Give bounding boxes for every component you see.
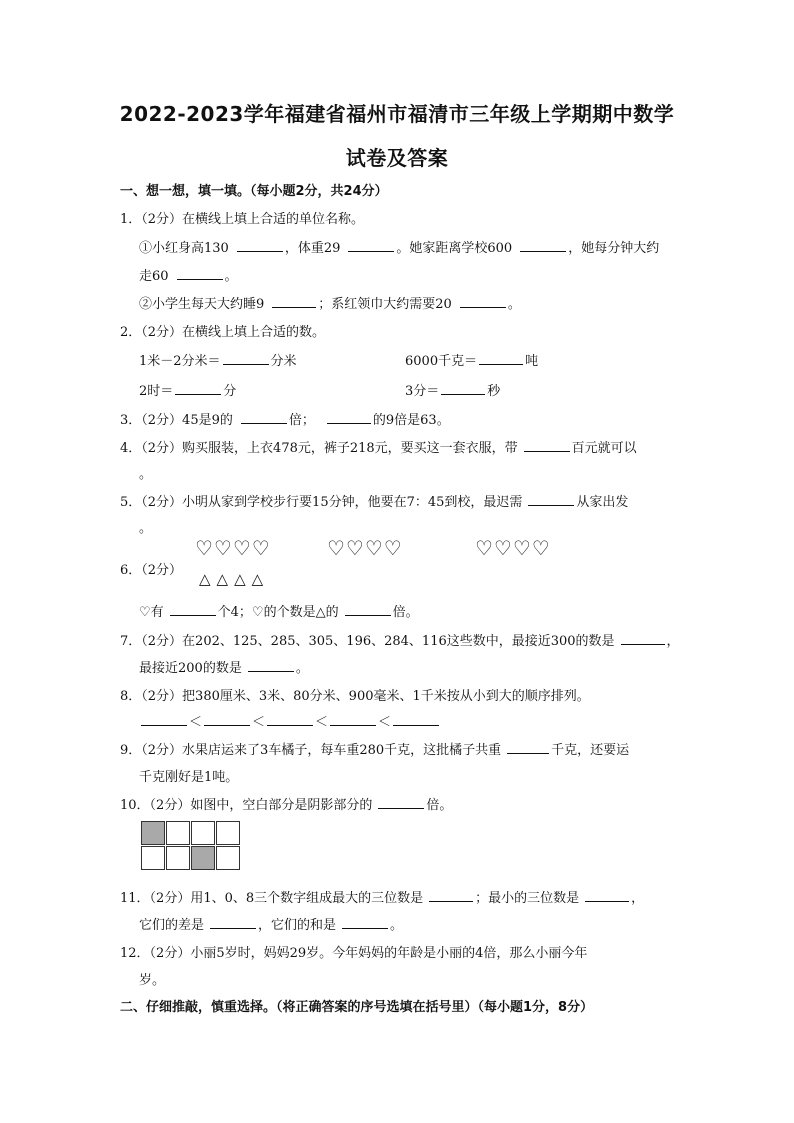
answer-blank[interactable] bbox=[520, 239, 566, 252]
grid-cell bbox=[166, 846, 190, 870]
q10-line: 10．（2分）如图中，空白部分是阴影部分的 倍。 bbox=[120, 798, 453, 813]
answer-blank[interactable] bbox=[223, 352, 269, 365]
answer-blank[interactable] bbox=[429, 889, 473, 902]
answer-blank[interactable] bbox=[345, 603, 391, 616]
q6-question: ♡有 个4；♡的个数是△的 倍。 bbox=[139, 605, 419, 620]
q2-item-d: 3分＝ 秒 bbox=[405, 384, 501, 399]
q1-line1: ①小红身高130 ，体重29 。她家距离学校600 ，她每分钟大约 bbox=[139, 241, 660, 256]
q9-line1: 9．（2分）水果店运来了3车橘子，每车重280千克，这批橘子共重 千克，还要运 bbox=[120, 743, 630, 758]
answer-blank[interactable] bbox=[330, 713, 376, 726]
answer-blank[interactable] bbox=[170, 603, 216, 616]
grid-cell bbox=[166, 821, 190, 845]
q2-item-a: 1米－2分米＝ 分米 bbox=[139, 354, 297, 369]
heart-group-1: ♡♡♡♡ bbox=[195, 536, 271, 560]
grid-cell-shaded bbox=[191, 846, 215, 870]
document-title-line1: 2022-2023学年福建省福州市福清市三年级上学期期中数学 bbox=[119, 102, 675, 126]
grid-cell bbox=[191, 821, 215, 845]
grid-cell bbox=[141, 846, 165, 870]
answer-blank[interactable] bbox=[348, 239, 394, 252]
q3-line: 3．（2分）45是9的 倍； 的9倍是63。 bbox=[120, 413, 450, 428]
triangle-group: △△△△ bbox=[199, 570, 270, 588]
q12-line2: 岁。 bbox=[139, 973, 166, 988]
answer-blank[interactable] bbox=[524, 439, 570, 452]
q4-line2: 。 bbox=[139, 467, 153, 482]
answer-blank[interactable] bbox=[507, 741, 549, 754]
q2-item-b: 6000千克＝ 吨 bbox=[405, 354, 539, 369]
answer-blank[interactable] bbox=[441, 382, 485, 395]
q7-line2: 最接近200的数是 。 bbox=[139, 661, 309, 676]
q6-figure bbox=[190, 536, 568, 590]
answer-blank[interactable] bbox=[585, 889, 629, 902]
section-1-heading: 一、想一想，填一填。（每小题2分，共24分） bbox=[120, 184, 388, 199]
grid-cell bbox=[216, 821, 240, 845]
q1-stem: 1．（2分）在横线上填上合适的单位名称。 bbox=[120, 212, 365, 227]
answer-blank[interactable] bbox=[327, 411, 371, 424]
q11-line2: 它们的差是 ，它们的和是 。 bbox=[139, 918, 404, 933]
q5-line1: 5．（2分）小明从家到学校步行要15分钟，他要在7：45到校，最迟需 从家出发 bbox=[120, 495, 629, 510]
answer-blank[interactable] bbox=[210, 916, 256, 929]
q11-line1: 11．（2分）用1、0、8三个数字组成最大的三位数是 ；最小的三位数是 ， bbox=[120, 891, 645, 906]
q4-line1: 4．（2分）购买服装，上衣478元，裤子218元，要买这一套衣服，带 百元就可以 bbox=[120, 441, 637, 456]
answer-blank[interactable] bbox=[621, 632, 665, 645]
heart-group-2: ♡♡♡♡ bbox=[327, 536, 403, 560]
answer-blank[interactable] bbox=[342, 916, 388, 929]
answer-blank[interactable] bbox=[460, 295, 506, 308]
answer-blank[interactable] bbox=[237, 239, 283, 252]
q9-line2: 千克刚好是1吨。 bbox=[139, 770, 239, 785]
q2-stem: 2．（2分）在横线上填上合适的数。 bbox=[120, 325, 326, 340]
answer-blank[interactable] bbox=[248, 659, 294, 672]
q7-line1: 7．（2分）在202、125、285、305、196、284、116这些数中，最接近300的数是 ， bbox=[120, 634, 680, 649]
answer-blank[interactable] bbox=[204, 713, 250, 726]
answer-blank[interactable] bbox=[479, 352, 523, 365]
answer-blank[interactable] bbox=[272, 295, 316, 308]
answer-blank[interactable] bbox=[393, 713, 439, 726]
q8-order-line: ＜ ＜ ＜ ＜ bbox=[139, 711, 441, 730]
answer-blank[interactable] bbox=[378, 796, 424, 809]
q12-line1: 12．（2分）小丽5岁时，妈妈29岁。今年妈妈的年龄是小丽的4倍，那么小丽今年 bbox=[120, 946, 588, 961]
answer-blank[interactable] bbox=[177, 267, 223, 280]
heart-group-3: ♡♡♡♡ bbox=[475, 536, 551, 560]
q2-item-c: 2时＝ 分 bbox=[139, 384, 237, 399]
document-title-line2: 试卷及答案 bbox=[345, 146, 449, 170]
answer-blank[interactable] bbox=[141, 713, 187, 726]
answer-blank[interactable] bbox=[241, 411, 287, 424]
q1-line2: 走60 。 bbox=[139, 269, 238, 284]
answer-blank[interactable] bbox=[175, 382, 221, 395]
grid-cell bbox=[216, 846, 240, 870]
q6-label: 6．（2分） bbox=[120, 563, 183, 578]
answer-blank[interactable] bbox=[528, 493, 574, 506]
answer-blank[interactable] bbox=[267, 713, 313, 726]
q1-line3: ②小学生每天大约睡9 ；系红领巾大约需要20 。 bbox=[139, 297, 521, 312]
section-2-heading: 二、仔细推敲，慎重选择。（将正确答案的序号选填在括号里）（每小题1分，8分） bbox=[120, 1000, 594, 1015]
grid-cell-shaded bbox=[141, 821, 165, 845]
q5-line2: 。 bbox=[139, 521, 153, 536]
q8-stem: 8．（2分）把380厘米、3米、80分米、900毫米、1千米按从小到大的顺序排列。 bbox=[120, 689, 590, 704]
